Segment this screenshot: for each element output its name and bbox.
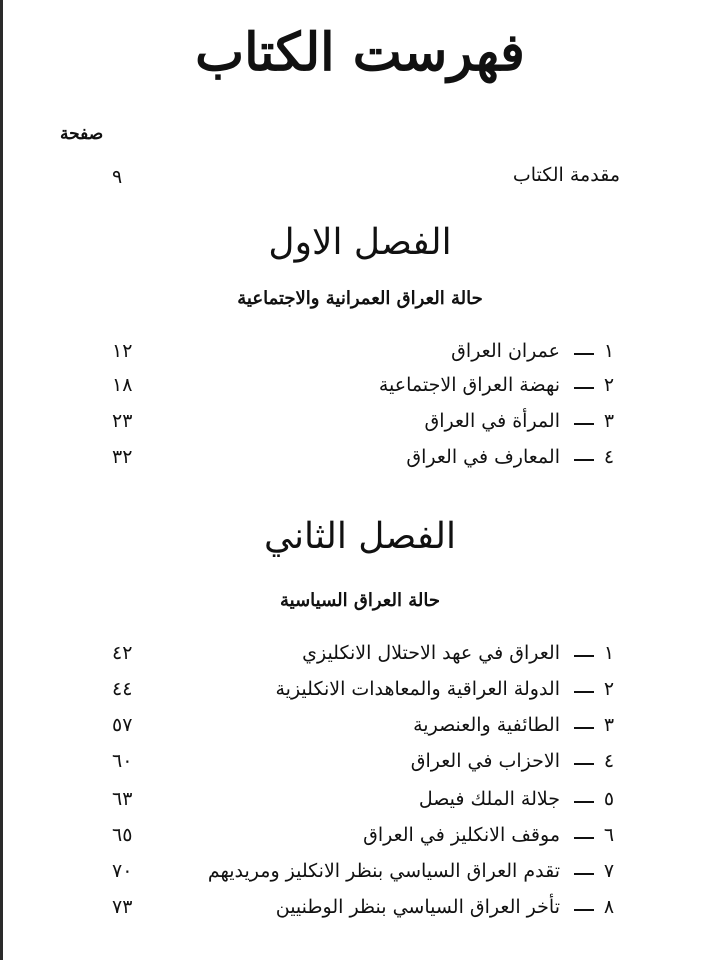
toc-entry	[100, 374, 620, 404]
entry-label: العراق في عهد الاحتلال الانكليزي	[302, 642, 560, 664]
entry-page-number: ١٨	[112, 374, 133, 396]
entry-page-number: ٦٥	[112, 824, 133, 846]
toc-entry	[100, 446, 620, 476]
toc-entry	[100, 860, 620, 890]
entry-label: تقدم العراق السياسي بنظر الانكليز ومريديهم	[207, 860, 560, 882]
entry-page-number: ٤٢	[112, 642, 133, 664]
toc-entry	[100, 410, 620, 440]
toc-entry	[100, 788, 620, 818]
entry-page-number: ٧٠	[112, 860, 133, 882]
entry-number: ٤	[603, 446, 615, 468]
entry-number: ٣	[603, 410, 615, 432]
page-title: فهرست الكتاب	[195, 22, 525, 83]
entry-number: ١	[603, 340, 615, 362]
toc-entry	[100, 642, 620, 672]
chapter-1-section-title: حالة العراق العمرانية والاجتماعية	[237, 288, 483, 309]
entry-label: الاحزاب في العراق	[410, 750, 560, 772]
toc-entry	[100, 714, 620, 744]
entry-label: المرأة في العراق	[424, 410, 560, 432]
intro-page-number: ٩	[112, 166, 123, 188]
entry-dash	[574, 691, 594, 693]
toc-entry	[100, 340, 620, 370]
entry-dash	[574, 353, 594, 355]
entry-page-number: ٢٣	[112, 410, 133, 432]
entry-number: ٧	[603, 860, 615, 882]
toc-entry	[100, 824, 620, 854]
entry-page-number: ٦٠	[112, 750, 133, 772]
entry-number: ٤	[603, 750, 615, 772]
chapter-2-section-title: حالة العراق السياسية	[280, 590, 440, 611]
entry-dash	[574, 763, 594, 765]
entry-label: نهضة العراق الاجتماعية	[378, 374, 560, 396]
entry-label: المعارف في العراق	[406, 446, 560, 468]
chapter-2-heading: الفصل الثاني	[264, 516, 456, 557]
toc-entry	[100, 896, 620, 926]
entry-dash	[574, 459, 594, 461]
entry-number: ٢	[603, 374, 615, 396]
entry-dash	[574, 801, 594, 803]
entry-number: ٥	[603, 788, 615, 810]
entry-number: ١	[603, 642, 615, 664]
entry-number: ٨	[603, 896, 615, 918]
entry-label: موقف الانكليز في العراق	[363, 824, 560, 846]
entry-number: ٢	[603, 678, 615, 700]
chapter-1-heading: الفصل الاول	[268, 222, 452, 263]
toc-entry	[100, 750, 620, 780]
entry-page-number: ٤٤	[112, 678, 133, 700]
entry-page-number: ٧٣	[112, 896, 133, 918]
entry-label: جلالة الملك فيصل	[418, 788, 560, 810]
entry-label: تأخر العراق السياسي بنظر الوطنيين	[275, 896, 560, 918]
entry-dash	[574, 909, 594, 911]
entry-dash	[574, 873, 594, 875]
entry-dash	[574, 837, 594, 839]
toc-entry	[100, 678, 620, 708]
entry-label: الطائفية والعنصرية	[413, 714, 560, 736]
entry-dash	[574, 655, 594, 657]
entry-page-number: ١٢	[112, 340, 133, 362]
entry-dash	[574, 387, 594, 389]
entry-page-number: ٥٧	[112, 714, 133, 736]
entry-page-number: ٦٣	[112, 788, 133, 810]
intro-label: مقدمة الكتاب	[512, 164, 620, 186]
entry-label: الدولة العراقية والمعاهدات الانكليزية	[275, 678, 560, 700]
entry-number: ٣	[603, 714, 615, 736]
entry-dash	[574, 727, 594, 729]
page-column-header: صفحة	[60, 124, 104, 144]
entry-dash	[574, 423, 594, 425]
entry-label: عمران العراق	[451, 340, 560, 362]
entry-page-number: ٣٢	[112, 446, 133, 468]
entry-number: ٦	[603, 824, 615, 846]
